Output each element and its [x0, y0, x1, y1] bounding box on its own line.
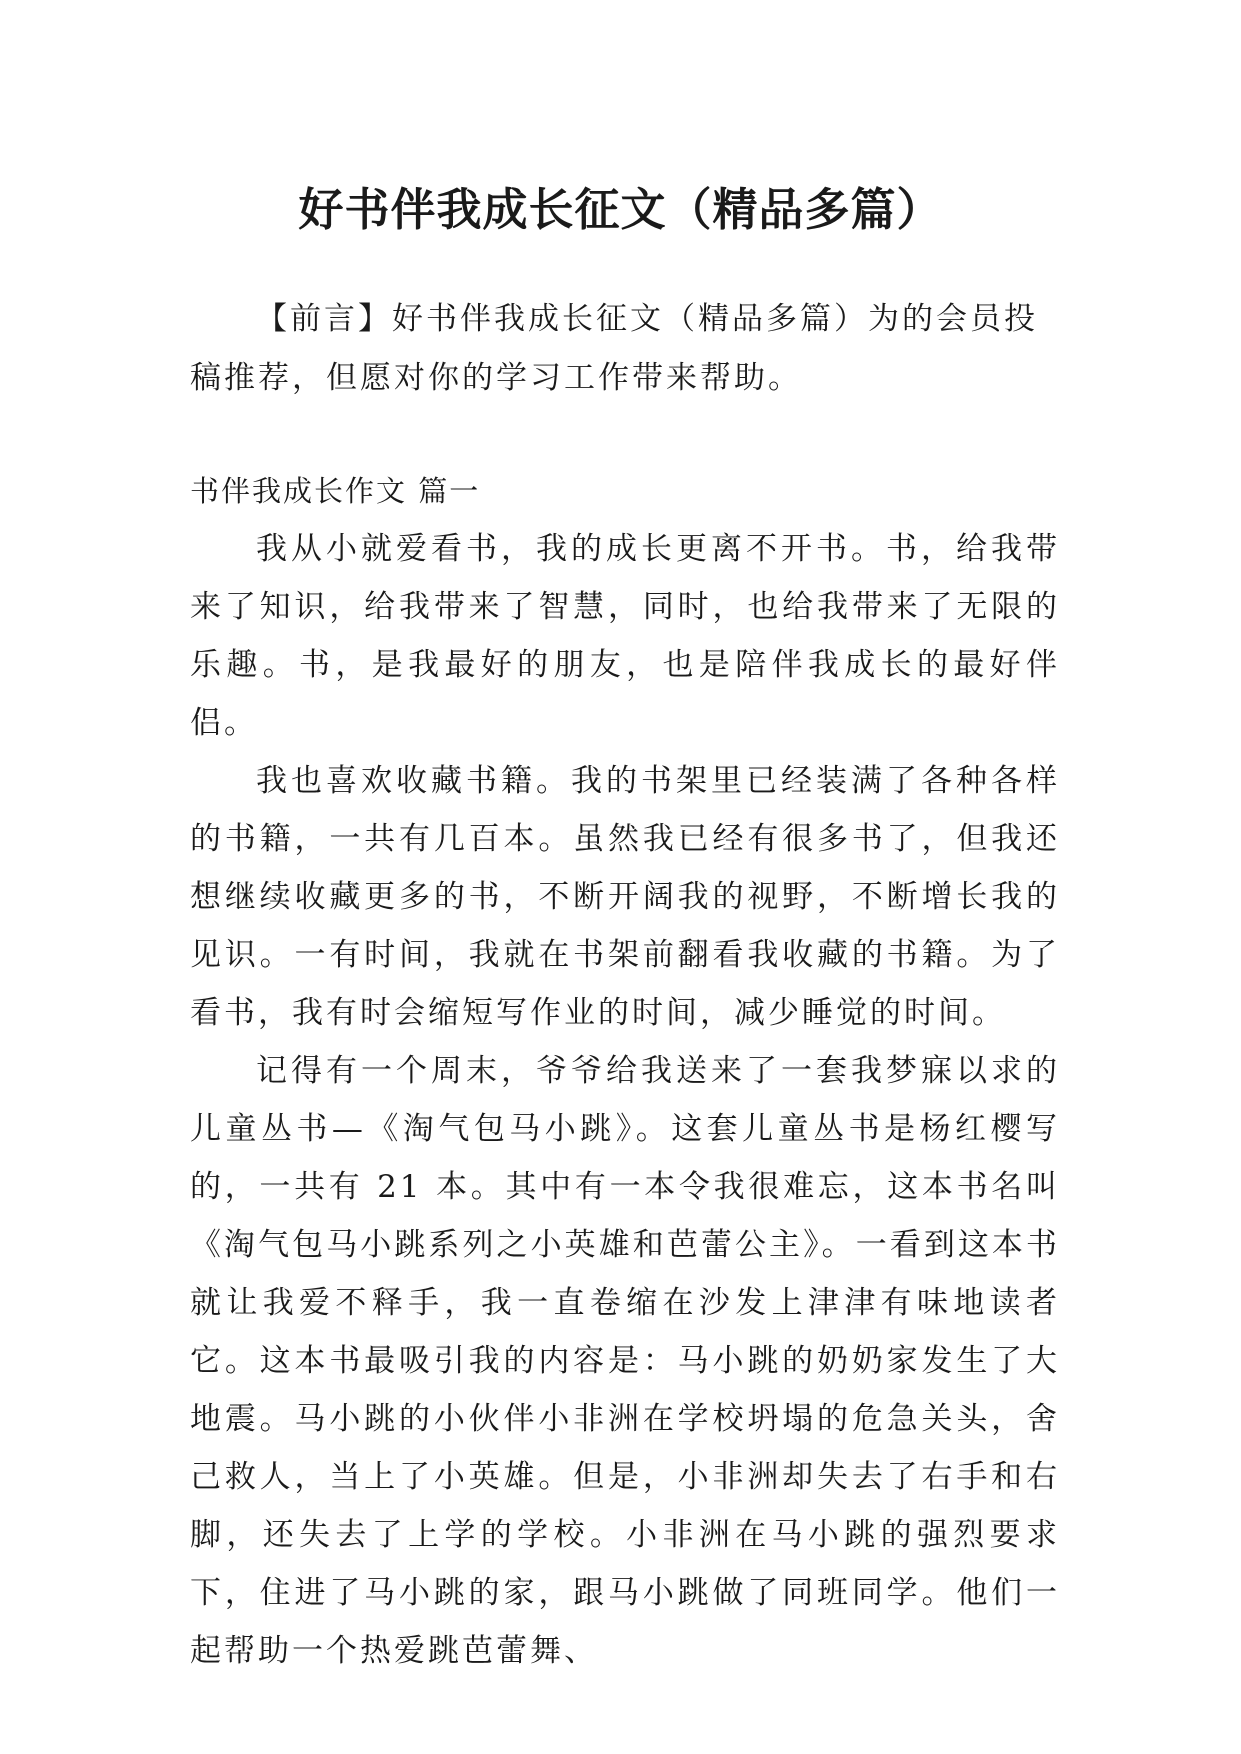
body-paragraph: 记得有一个周末，爷爷给我送来了一套我梦寐以求的儿童丛书—《淘气包马小跳》。这套儿童丛书是杨红樱写的，一共有 21 本。其中有一本令我很难忘，这本书名叫《淘气包马小跳系列之小英雄和芭蕾公主》。一看到这本书就让我爱不释手，我一直卷缩在沙发上津津有味地读者它。这本书最吸引我的内容是：马小跳的奶奶家发生了大地震。马小跳的小伙伴小非洲在学校坍塌的危急关头，舍己救人，当上了小英雄。但是，小非洲却失去了右手和右脚，还失去了上学的学校。小非洲在马小跳的强烈要求下，住进了马小跳的家，跟马小跳做了同班同学。他们一起帮助一个热爱跳芭蕾舞、 — [190, 1053, 1060, 1669]
document-title: 好书伴我成长征文（精品多篇） — [298, 183, 943, 237]
section-heading: 书伴我成长作文 篇一 — [190, 474, 481, 508]
article-body — [190, 520, 1060, 1680]
body-paragraph: 我也喜欢收藏书籍。我的书架里已经装满了各种各样的书籍，一共有几百本。虽然我已经有很多书了，但我还想继续收藏更多的书，不断开阔我的视野，不断增长我的见识。一有时间，我就在书架前翻看我收藏的书籍。为了看书，我有时会缩短写作业的时间，减少睡觉的时间。 — [190, 763, 1060, 1031]
preface-paragraph: 【前言】好书伴我成长征文（精品多篇）为的会员投稿推荐，但愿对你的学习工作带来帮助。 — [190, 301, 1038, 396]
body-paragraph: 我从小就爱看书，我的成长更离不开书。书，给我带来了知识，给我带来了智慧，同时，也给我带来了无限的乐趣。书，是我最好的朋友，也是陪伴我成长的最好伴侣。 — [190, 531, 1060, 741]
